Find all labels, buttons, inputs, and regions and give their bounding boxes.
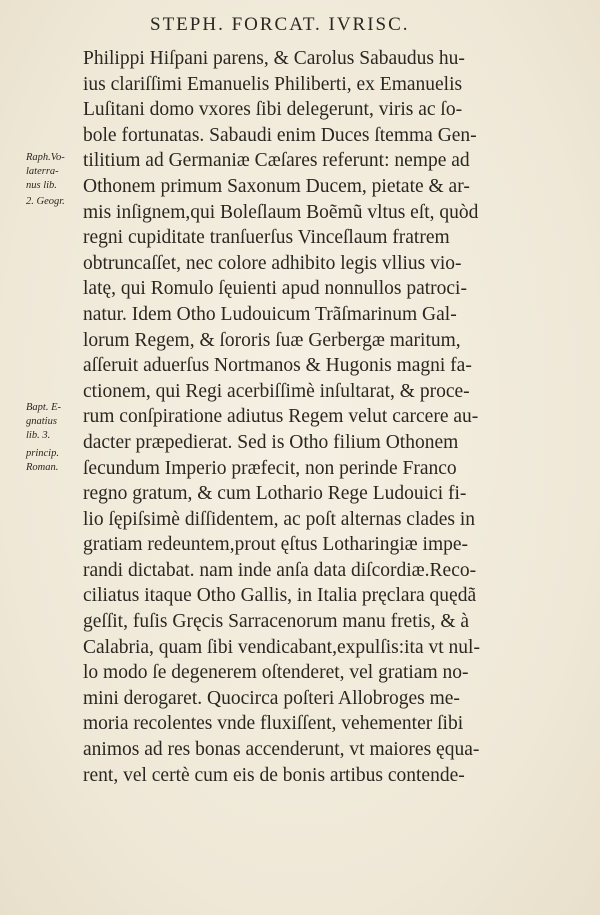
text-line: natur. Idem Otho Ludouicum Trãſmarinum Gal- xyxy=(83,303,457,325)
text-line: regno gratum, & cum Lothario Rege Ludouici fi- xyxy=(83,483,467,505)
text-line: rum conſpiratione adiutus Regem velut carcere au- xyxy=(83,406,479,428)
text-line: geſſit, fuſis Gręcis Sarracenorum manu fretis, & à xyxy=(83,611,470,633)
margin-note-line: Raph.Vo- xyxy=(26,152,65,163)
text-line: obtruncaſſet, nec colore adhibito legis vllius vio- xyxy=(83,252,462,274)
text-line: regni cupiditate tranſuerſus Vinceſlaum fratrem xyxy=(83,227,450,249)
text-line: Calabria, quam ſibi vendicabant,expulſis:ita vt nul- xyxy=(83,636,480,658)
text-line: moria recolentes vnde fluxiſſent, vehementer ſibi xyxy=(83,713,464,735)
margin-note-baptista-egnatius xyxy=(26,402,88,476)
margin-note-line: lib. 3. xyxy=(26,430,51,441)
text-line: Luſitani domo vxores ſibi delegerunt, viris ac ſo- xyxy=(83,99,463,121)
text-line: latę, qui Romulo ſęuienti apud nonnullos patroci- xyxy=(83,278,467,300)
text-line: aſſeruit aduerſus Nortmanos & Hugonis magni fa- xyxy=(83,355,472,377)
text-line: dacter præpedierat. Sed is Otho filium Othonem xyxy=(83,431,459,453)
text-line: lio ſępiſsimè diſſidentem, ac poſt alternas clades in xyxy=(83,508,476,530)
margin-note-line: gnatius xyxy=(26,416,57,427)
text-line: animos ad res bonas accenderunt, vt maiores ęqua- xyxy=(83,739,480,761)
margin-note-line: princip. xyxy=(26,448,59,459)
text-line: randi dictabat. nam inde anſa data diſcordiæ.Reco- xyxy=(83,559,477,581)
text-line: Philippi Hiſpani parens, & Carolus Sabaudus hu- xyxy=(83,48,465,69)
text-line: rent, vel certè cum eis de bonis artibus contende- xyxy=(83,764,465,786)
margin-note-raphael-volaterranus xyxy=(26,152,88,210)
text-line: mini derogaret. Quocirca poſteri Allobroges me- xyxy=(83,687,460,709)
text-line: ius clariſſimi Emanuelis Philiberti, ex Emanuelis xyxy=(83,73,463,95)
text-line: mis inſignem,qui Boleſlaum Boẽmũ vltus eſt, quòd xyxy=(83,201,479,223)
main-text-block xyxy=(83,46,563,788)
margin-note-line: laterra- xyxy=(26,166,59,177)
margin-note-line: nus lib. xyxy=(26,180,57,191)
margin-note-line: Roman. xyxy=(26,462,59,473)
running-header: STEPH. FORCAT. IVRISC. xyxy=(150,14,410,35)
text-line: lo modo ſe degenerem oſtenderet, vel gratiam no- xyxy=(83,662,469,684)
margin-note-line: Bapt. E- xyxy=(26,402,61,413)
text-line: ſecundum Imperio præfecit, non perinde Franco xyxy=(83,457,457,479)
text-line: gratiam redeuntem,prout ęſtus Lotharingiæ impe- xyxy=(83,534,469,556)
text-line: tilitium ad Germaniæ Cæſares referunt: nempe ad xyxy=(83,150,470,172)
text-line: Othonem primum Saxonum Ducem, pietate & ar- xyxy=(83,175,470,197)
text-line: bole fortunatas. Sabaudi enim Duces ſtemma Gen- xyxy=(83,124,477,146)
margin-note-line: 2. Geogr. xyxy=(26,196,65,207)
text-line: ctionem, qui Regi acerbiſſimè inſultarat, & proce- xyxy=(83,380,470,402)
text-line: ciliatus itaque Otho Gallis, in Italia pręclara quędã xyxy=(83,585,477,607)
text-line: lorum Regem, & ſororis ſuæ Gerbergæ maritum, xyxy=(83,329,461,351)
